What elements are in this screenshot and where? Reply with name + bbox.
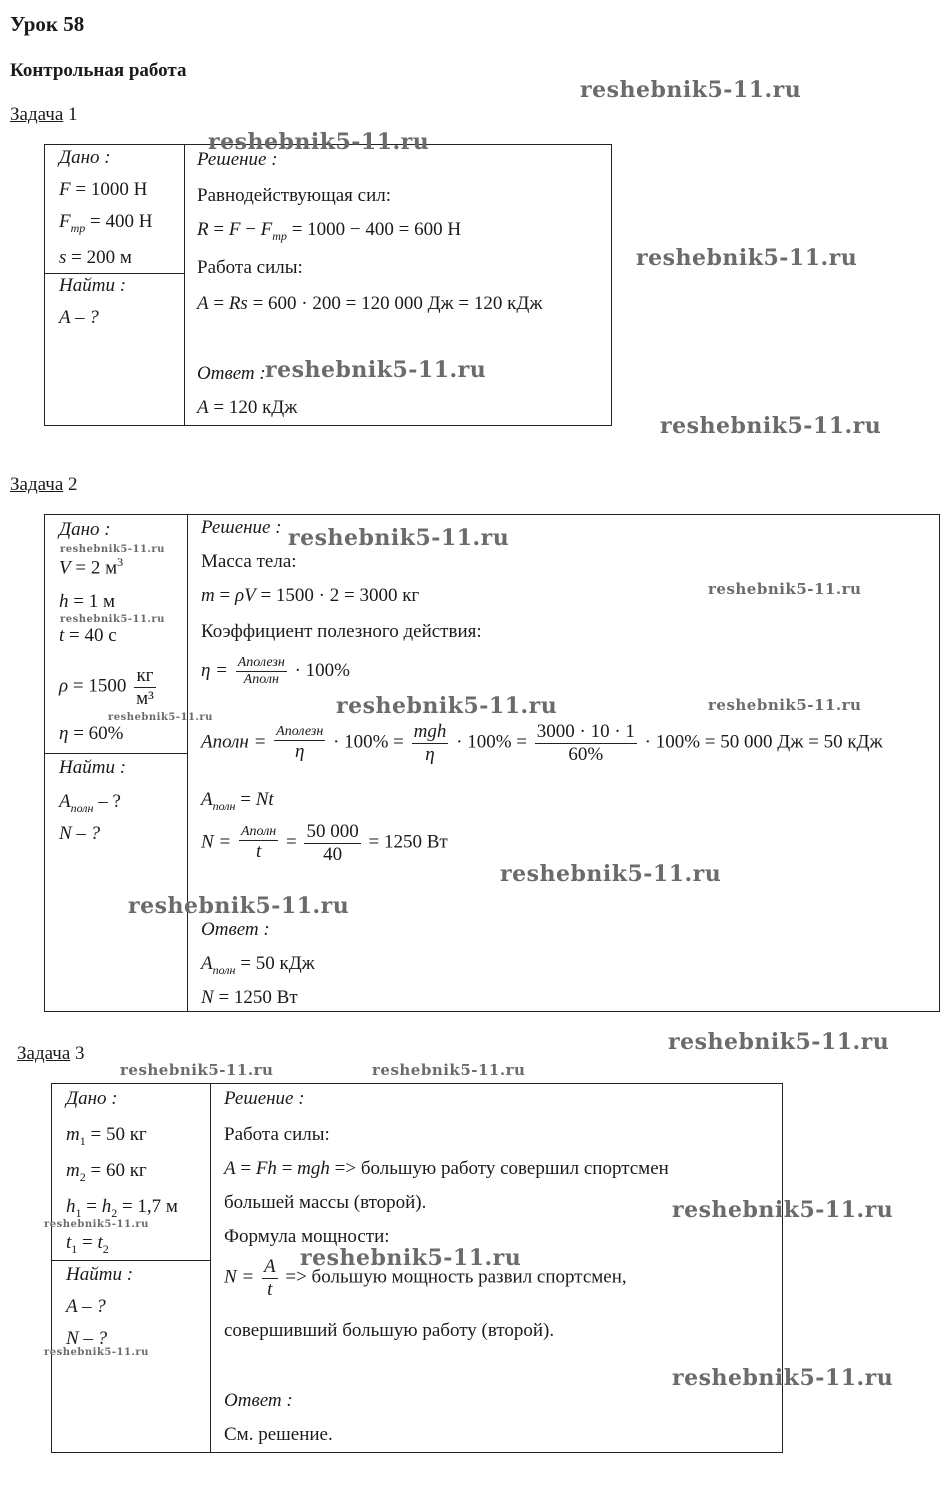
task2-answer-2: N = 1250 Вт [201, 987, 298, 1008]
page-subtitle: Контрольная работа [10, 60, 187, 81]
task1-answer-label: Ответ : [197, 363, 266, 384]
task2-given-2: h = 1 м [59, 591, 115, 612]
task2-given-separator [45, 753, 187, 754]
task2-title-num: 2 [63, 474, 78, 495]
watermark: reshebnik5-11.ru [60, 614, 165, 625]
task2-eff-label: Коэффициент полезного действия: [201, 621, 482, 642]
task3-title-word: Задача [17, 1043, 71, 1064]
task2-given-1: V = 2 $м^3$ [59, 555, 124, 579]
task1-find-1: A – ? [59, 307, 99, 328]
watermark: reshebnik5-11.ru [708, 580, 862, 598]
task1-line-4: A = Rs = 600 · 200 = 120 000 Дж = 120 кДж [197, 293, 543, 314]
task1-given-3: s = 200 м [59, 247, 132, 268]
task2-find-2: N – ? [59, 823, 101, 844]
task2-given-3: t = 40 с [59, 625, 117, 646]
watermark: reshebnik5-11.ru [500, 861, 722, 887]
task2-find-1: $A_{полн}$ – ? [59, 791, 121, 815]
task1-given-label: Дано : [59, 147, 111, 168]
watermark: reshebnik5-11.ru [668, 1029, 890, 1055]
task3-given-1: $m_1 = 50$ кг [66, 1124, 147, 1148]
watermark: reshebnik5-11.ru [708, 696, 862, 714]
watermark: reshebnik5-11.ru [208, 129, 430, 155]
task3-power-label: Формула мощности: [224, 1226, 390, 1247]
watermark: reshebnik5-11.ru [128, 893, 350, 919]
watermark: reshebnik5-11.ru [672, 1365, 894, 1391]
task2-find-label: Найти : [59, 757, 127, 778]
task3-find-label: Найти : [66, 1264, 134, 1285]
task2-given-label: Дано : [59, 519, 111, 540]
task3-given-3: $h_1 = h_2 = 1,7$ м [66, 1196, 178, 1220]
watermark: reshebnik5-11.ru [60, 544, 165, 555]
task1-line-3: Работа силы: [197, 257, 303, 278]
task1-line-1: Равнодействующая сил: [197, 185, 392, 206]
task1-box [44, 144, 612, 426]
task3-given-separator [52, 1260, 210, 1261]
watermark: reshebnik5-11.ru [265, 357, 487, 383]
watermark: reshebnik5-11.ru [336, 693, 558, 719]
task1-given-separator [45, 273, 184, 274]
task3-power-eq2: совершивший большую работу (второй). [224, 1320, 555, 1341]
watermark: reshebnik5-11.ru [288, 525, 510, 551]
task3-title-num: 3 [70, 1043, 85, 1064]
task2-given-4: ρ = 1500 $\frac{кг}{\text{м³}}$ [59, 665, 154, 709]
task1-title-num: 1 [63, 104, 78, 125]
task3-find-2: N – ? [66, 1328, 108, 1349]
task2-given-5: η = 60% [59, 723, 124, 744]
watermark: reshebnik5-11.ru [580, 77, 802, 103]
task3-title [17, 1043, 85, 1065]
task1-title [10, 104, 78, 126]
task3-work-label: Работа силы: [224, 1124, 330, 1145]
task2-title [10, 474, 78, 496]
watermark: reshebnik5-11.ru [108, 712, 213, 723]
task3-given-4: $t_1 = t_2$ [66, 1232, 109, 1256]
task2-answer-1: $A_{полн} = 50$ кДж [201, 953, 315, 977]
task2-apoln-eq: Aполн = $\frac{\text{Aполезн}}{\eta}$ · 100% = $\frac{\text{mgh}}{\eta}$ · 100% = $\frac{3000 \cdot 10 \cdot 1}{60\%}$ · 100% = 50 000 Дж = 50 кДж [201, 721, 883, 765]
task3-solution-label: Решение : [224, 1088, 305, 1109]
task1-find-label: Найти : [59, 275, 127, 296]
task2-rho-unit: $\frac{кг}{\text{м³}}$ [136, 665, 154, 709]
task3-work-eq: A = Fh = mgh => большую работу совершил спортсмен [224, 1158, 669, 1179]
task2-title-word: Задача [10, 474, 64, 495]
task3-find-1: A – ? [66, 1296, 106, 1317]
task2-solution-label: Решение : [201, 517, 282, 538]
lesson-title: Урок 58 [10, 12, 85, 36]
task2-mass-eq: m = ρV = 1500 · 2 = 3000 кг [201, 585, 420, 606]
watermark: reshebnik5-11.ru [372, 1061, 526, 1079]
task3-answer-label: Ответ : [224, 1390, 293, 1411]
task2-n-eq: N = $\frac{\text{Aполн}}{t}$ = $\frac{50 000}{40}$ = 1250 Вт [201, 821, 448, 865]
watermark: reshebnik5-11.ru [636, 245, 858, 271]
task2-answer-label: Ответ : [201, 919, 270, 940]
task3-work-eq2: большей массы (второй). [224, 1192, 427, 1213]
task3-given-2: $m_2 = 60$ кг [66, 1160, 147, 1184]
task3-answer: См. решение. [224, 1424, 333, 1445]
task3-given-label: Дано : [66, 1088, 118, 1109]
task1-answer: A = 120 кДж [197, 397, 298, 418]
watermark: reshebnik5-11.ru [44, 1219, 149, 1230]
task2-apoln-nt: $A_{полн} = Nt$ [201, 789, 274, 813]
task2-mass-label: Масса тела: [201, 551, 297, 572]
task1-title-word: Задача [10, 104, 64, 125]
task1-solution-label: Решение : [197, 149, 278, 170]
watermark: reshebnik5-11.ru [300, 1245, 522, 1271]
watermark: reshebnik5-11.ru [120, 1061, 274, 1079]
watermark: reshebnik5-11.ru [44, 1347, 149, 1358]
watermark: reshebnik5-11.ru [672, 1197, 894, 1223]
task1-given-2: $F_{тр} = 400$ Н [59, 211, 153, 235]
task1-line-2: $R = F - F_{тр} = 1000 - 400 = 600$ Н [197, 219, 462, 243]
task3-power-eq: N = $\frac{A}{t}$ => большую мощность развил спортсмен, [224, 1256, 627, 1300]
task1-given-1: F = 1000 Н [59, 179, 148, 200]
watermark: reshebnik5-11.ru [660, 413, 882, 439]
task2-eta-eq: η = $\frac{\text{Aполезн}}{\text{Aполн}}$ · 100% [201, 655, 350, 688]
